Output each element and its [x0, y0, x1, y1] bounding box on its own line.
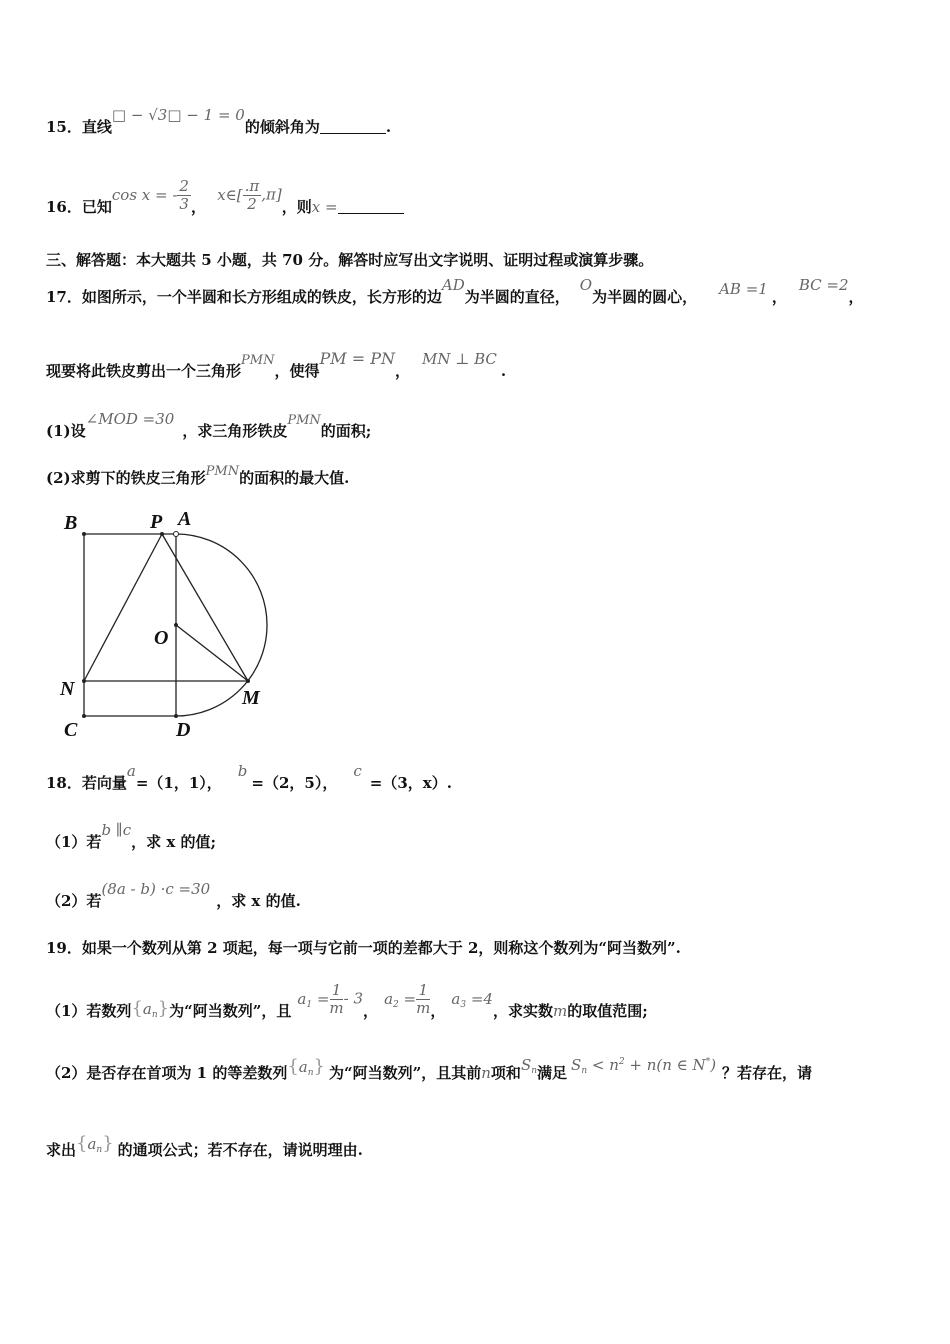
question-17-line-2: 现要将此铁皮剪出一个三角形PMN，使得PM = PN，MN ⊥ BC.	[46, 349, 507, 380]
q16-cos: cos x = -	[111, 185, 178, 204]
question-19-part-2: （2）是否存在首项为 1 的等差数列$\{a_n\}$ 为“阿当数列”，且其前n项和$S_n$满足 $S_n < n^2 + n(n$ ∈ N*) ？若存在，请	[46, 1056, 813, 1082]
label-o: O	[154, 627, 169, 649]
point-c	[82, 714, 86, 718]
q16-number: 16．	[46, 197, 82, 216]
q16-post: ，则	[281, 197, 312, 216]
label-b: B	[64, 512, 78, 534]
q15-answer-blank[interactable]	[320, 119, 386, 134]
point-o	[174, 623, 178, 627]
question-15: 15．直线□ − √3□ − 1 = 0的倾斜角为 .	[46, 106, 392, 136]
question-18-part-2: （2）若(8a - b) ·c =30，求 x 的值.	[46, 880, 301, 910]
q16-pi-fraction: $\frac{.\pi}{2}$	[244, 177, 260, 213]
q17-number: 17．	[46, 288, 82, 306]
question-18: 18．若向量a=（1，1），b=（2，5），c=（3，x）.	[46, 762, 452, 792]
point-m	[246, 679, 250, 683]
label-c: C	[64, 719, 78, 741]
section-3-heading: 三、解答题：本大题共 5 小题，共 70 分。解答时应写出文字说明、证明过程或演算步骤。	[46, 251, 654, 269]
label-m: M	[242, 687, 260, 709]
question-19-part-2-line-2: 求出$\{a_n\}$ 的通项公式；若不存在，请说明理由.	[46, 1133, 363, 1159]
q16-fraction: $\frac{2}{3}$	[179, 177, 189, 213]
q16-interval: x∈[	[217, 185, 243, 204]
point-a	[174, 532, 179, 537]
point-d	[174, 714, 178, 718]
q19-number: 19．	[46, 939, 82, 957]
q19-a2-fraction: $\frac{1}{m}$	[416, 981, 431, 1017]
label-n: N	[60, 678, 75, 700]
q15-equation: □ − √3□ − 1 = 0	[111, 106, 245, 124]
q19-a1-fraction: $\frac{1}{m}$	[329, 981, 344, 1017]
question-17-part-1: (1)设∠MOD =30，求三角形铁皮PMN的面积;	[46, 410, 372, 440]
label-d: D	[176, 719, 191, 741]
segment-om	[176, 625, 248, 681]
question-16: 16．已知cos x = - $\frac{2}{3}$ ， x∈[ $\frac{.\pi}{2}$ ,π]，则x =	[46, 178, 404, 213]
q16-answer-blank[interactable]	[338, 199, 404, 214]
label-p: P	[150, 511, 163, 533]
label-a: A	[178, 508, 192, 530]
q16-pre: 已知	[81, 197, 112, 216]
q15-number: 15．	[46, 118, 82, 136]
segment-pn	[84, 534, 162, 681]
question-17-line-1: 17．如图所示，一个半圆和长方形组成的铁皮，长方形的边AD为半圆的直径，O为半圆的圆心， AB =1 ，BC =2，	[46, 276, 864, 306]
q18-number: 18．	[46, 774, 82, 792]
q15-post: 的倾斜角为	[244, 118, 320, 136]
point-n	[82, 679, 86, 683]
question-18-part-1: （1）若b ∥c，求 x 的值;	[46, 821, 217, 851]
geometry-figure	[52, 508, 292, 744]
question-17-part-2: (2)求剪下的铁皮三角形PMN的面积的最大值.	[46, 464, 350, 487]
q15-pre: 直线	[81, 118, 112, 136]
point-b	[82, 532, 86, 536]
question-19-part-1: （1）若数列$\{a_n\}$为“阿当数列”，且$a_1$ = $\frac{1}{m}$ - 3，$a_2$ = $\frac{1}{m}$ ，$a_3 =4$，求实数m的取值范围;	[46, 981, 648, 1020]
question-19: 19．如果一个数列从第 2 项起，每一项与它前一项的差都大于 2，则称这个数列为“阿当数列”.	[46, 939, 681, 957]
